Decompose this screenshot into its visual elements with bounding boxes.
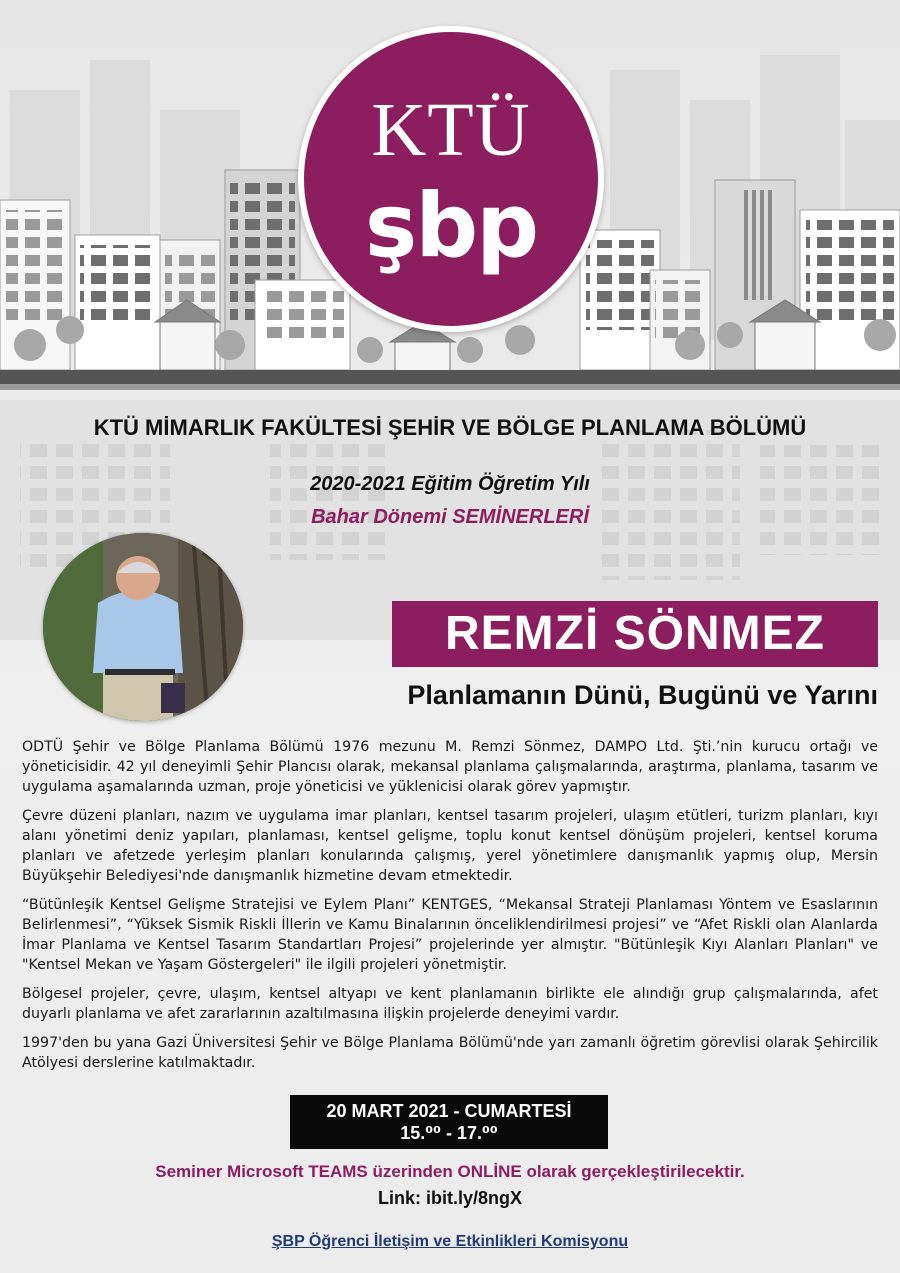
logo-top-text: KTÜ (371, 88, 531, 172)
speaker-bio (22, 737, 878, 1082)
speaker-photo (43, 533, 243, 721)
seminar-link[interactable]: Link: ibit.ly/8ngX (377, 1188, 522, 1208)
online-note: Seminer Microsoft TEAMS üzerinden ONLİNE olarak gerçekleştirilecektir. (155, 1162, 745, 1181)
seminar-term: Bahar Dönemi SEMİNERLERİ (311, 506, 589, 528)
event-time: 15.⁰⁰ - 17.⁰⁰ (400, 1123, 498, 1143)
department-title: KTÜ MİMARLIK FAKÜLTESİ ŞEHİR VE BÖLGE PLANLAMA BÖLÜMÜ (93, 415, 807, 440)
speaker-name: REMZİ SÖNMEZ (445, 607, 825, 660)
talk-title: Planlamanın Dünü, Bugünü ve Yarını (407, 680, 878, 710)
organizer-footer: ŞBP Öğrenci İletişim ve Etkinlikleri Komisyonu (271, 1233, 629, 1250)
bio-paragraph: “Bütünleşik Kentsel Gelişme Stratejisi ve Eylem Planı” KENTGES, “Mekansal Strateji Planlaması Yöntem ve Esaslarının Belirlenmesi”, “Yüksek Sismik Riskli İllerin ve Kamu Binalarının önceliklendirilmesi projesi” ve “Afet Riskli olan Alanlarda İmar Planlama ve Kentsel Tasarım Standartları Projesi” projelerinde yer almıştır. "Bütünleşik Kıyı Alanları Planları" ve "Kentsel Mekan ve Yaşam Göstergeleri" ile ilgili projeleri yönetmiştir. (22, 897, 878, 973)
bio-paragraph: ODTÜ Şehir ve Bölge Planlama Bölümü 1976 mezunu M. Remzi Sönmez, DAMPO Ltd. Şti.’nin kurucu ortağı ve yöneticisidir. 42 yıl deneyimli Şehir Plancısı olarak, mekansal planlama çalışmalarında, araştırma, planlama, tasarım ve uygulama aşamalarında uzman, proje yöneticisi ve yüklenicisi olarak görev yapmıştır. (22, 739, 878, 795)
bio-paragraph: Çevre düzeni planları, nazım ve uygulama imar planları, kentsel tasarım projeleri, ulaşım etütleri, turizm planları, kıyı alanı yönetimi deniz yapıları, planlaması, kentsel gelişme, toplu konut kentsel dönüşüm projeleri, kentsel koruma planları ve afetzede yerleşim planları konularında çalışmış, yerel yönetimlere danışmanlık yapmış olup, Mersin Büyükşehir Belediyesi'nde danışmanlık hizmetine devam etmektedir. (22, 808, 878, 884)
ktu-sbp-logo (298, 26, 604, 332)
bio-paragraph: 1997'den bu yana Gazi Üniversitesi Şehir ve Bölge Planlama Bölümü'nde yarı zamanlı öğretim görevlisi olarak Şehircilik Atölyesi derslerine katılmaktadır. (22, 1035, 878, 1071)
bio-paragraph: Bölgesel projeler, çevre, ulaşım, kentsel altyapı ve kent planlamanın birlikte ele alındığı grup çalışmalarında, afet duyarlı planlama ve afet zararlarının azaltılmasına ilişkin projelerde deneyimi vardır. (22, 986, 878, 1022)
academic-year: 2020-2021 Eğitim Öğretim Yılı (310, 473, 590, 495)
event-date: 20 MART 2021 - CUMARTESİ (326, 1101, 572, 1121)
logo-bottom-text: şbp (364, 174, 538, 277)
event-date-box (290, 1095, 608, 1149)
